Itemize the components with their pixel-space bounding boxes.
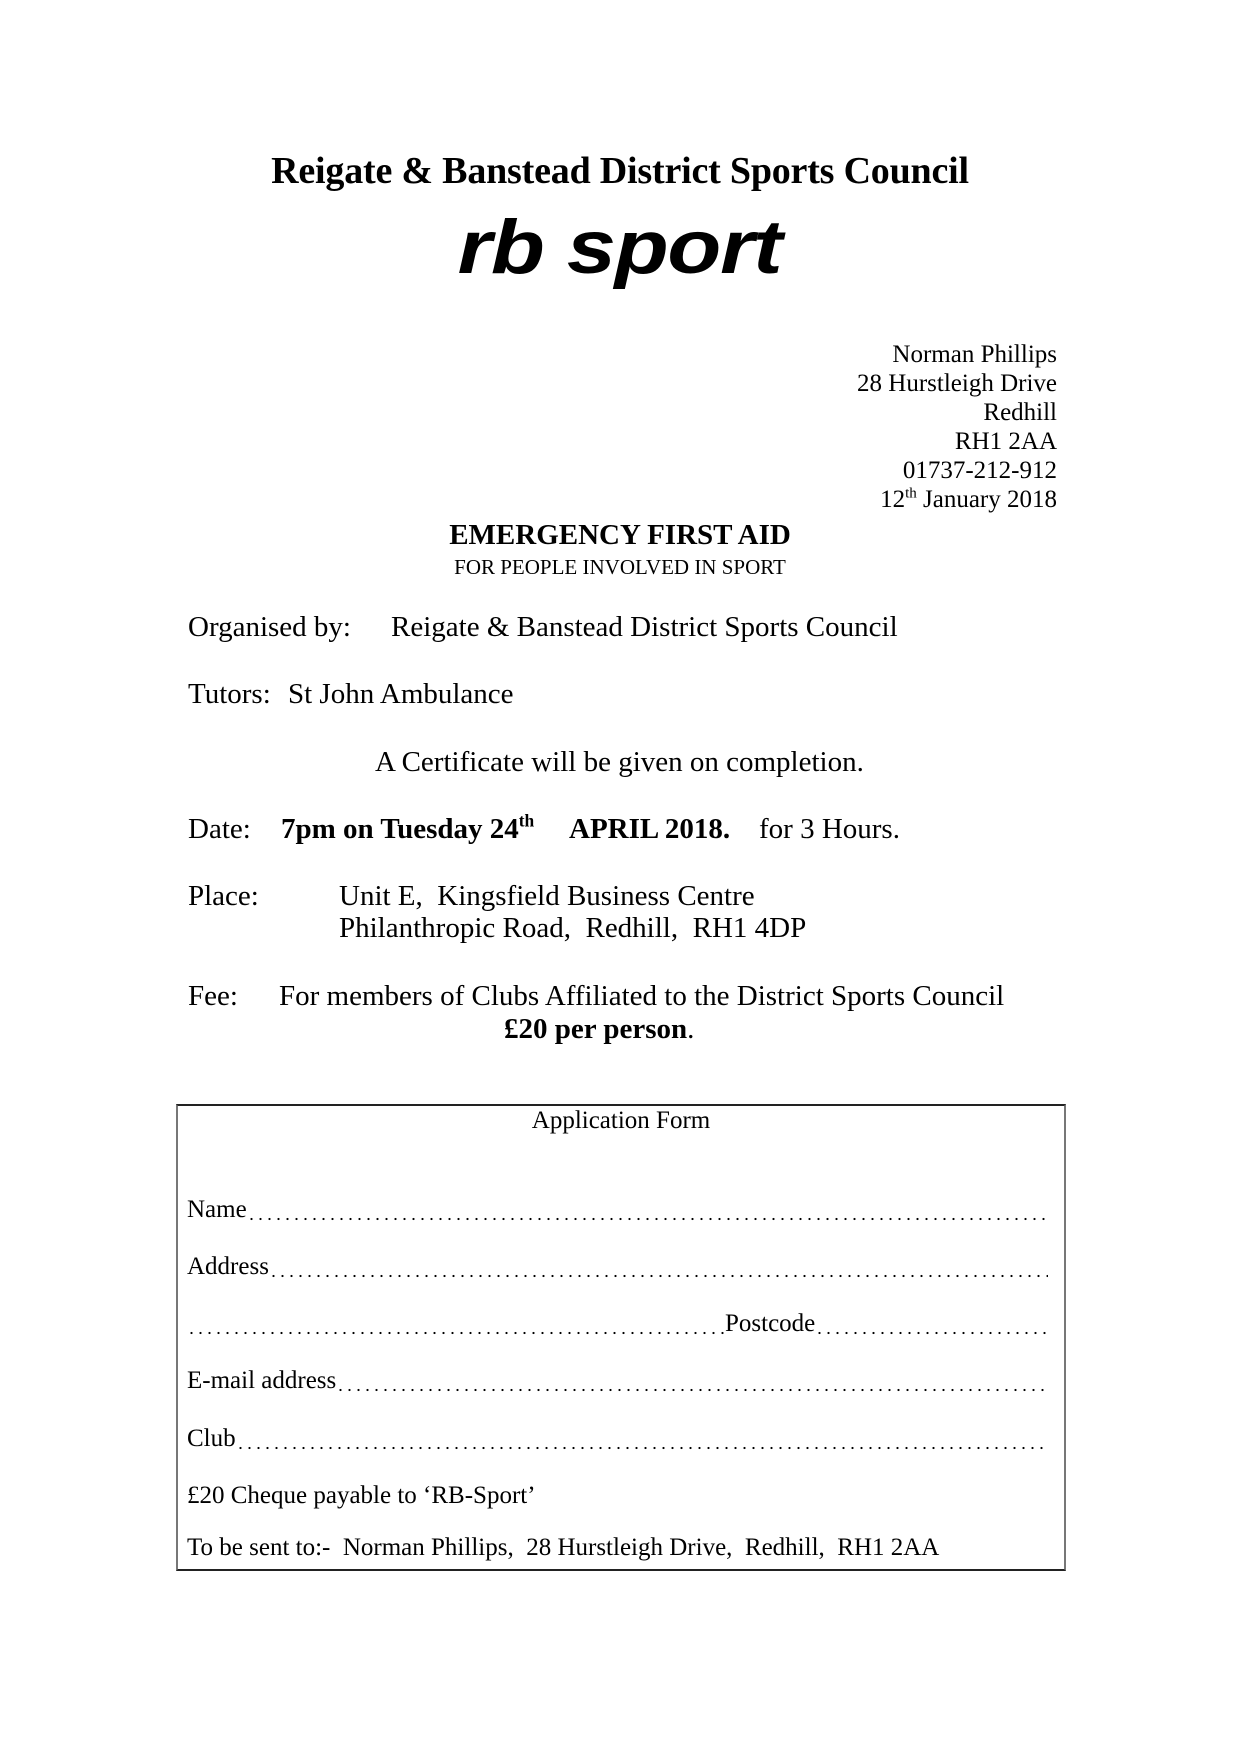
send-to-address: To be sent to:- Norman Phillips, 28 Hurstleigh Drive, Redhill, RH1 2AA bbox=[187, 1534, 940, 1561]
organised-by-label: Organised by: bbox=[188, 611, 351, 643]
sender-town: Redhill bbox=[983, 399, 1057, 426]
club-label: Club bbox=[187, 1425, 236, 1452]
place-line-2: Philanthropic Road, Redhill, RH1 4DP bbox=[339, 912, 807, 944]
address-line-2-postcode-field[interactable] bbox=[187, 1310, 1048, 1338]
letter-date-rest: January 2018 bbox=[916, 486, 1057, 513]
fee-description: For members of Clubs Affiliated to the District Sports Council bbox=[279, 980, 1005, 1012]
application-form bbox=[176, 1104, 1066, 1571]
sender-postcode: RH1 2AA bbox=[954, 428, 1057, 455]
application-form-title: Application Form bbox=[531, 1107, 711, 1134]
date-label: Date: bbox=[188, 813, 251, 845]
email-field[interactable] bbox=[187, 1367, 1048, 1395]
course-duration: for 3 Hours. bbox=[759, 813, 900, 845]
organisation-header: Reigate & Banstead District Sports Council bbox=[271, 150, 969, 192]
club-dotted-line[interactable] bbox=[236, 1425, 1048, 1453]
course-date-suffix: th bbox=[518, 810, 535, 831]
tutors-value: St John Ambulance bbox=[288, 678, 514, 710]
email-dotted-line[interactable] bbox=[336, 1367, 1048, 1395]
name-label: Name bbox=[187, 1196, 247, 1223]
letter-date bbox=[857, 485, 1057, 514]
name-dotted-line[interactable] bbox=[247, 1196, 1048, 1224]
sender-address-block bbox=[857, 340, 1057, 514]
course-date-month-year: APRIL 2018. bbox=[569, 813, 731, 845]
course-date-time bbox=[281, 810, 535, 845]
address-line-2-dotted-line[interactable] bbox=[187, 1310, 725, 1338]
logo-text: rb sport bbox=[458, 205, 782, 290]
tutors-label: Tutors: bbox=[188, 678, 271, 710]
cheque-note: £20 Cheque payable to ‘RB-Sport’ bbox=[187, 1482, 536, 1509]
letter-date-day: 12 bbox=[880, 486, 906, 513]
postcode-label: Postcode bbox=[725, 1310, 816, 1337]
fee-amount-value: £20 per person bbox=[504, 1013, 688, 1045]
postcode-dotted-line[interactable] bbox=[815, 1310, 1048, 1338]
address-label: Address bbox=[187, 1253, 269, 1280]
address-field[interactable] bbox=[187, 1253, 1048, 1281]
place-line-1: Unit E, Kingsfield Business Centre bbox=[339, 880, 755, 912]
sender-name: Norman Phillips bbox=[892, 341, 1057, 368]
organised-by-value: Reigate & Banstead District Sports Council bbox=[391, 611, 898, 643]
place-label: Place: bbox=[188, 880, 259, 912]
email-label: E-mail address bbox=[187, 1367, 337, 1394]
letter-date-suffix: th bbox=[905, 485, 917, 502]
club-field[interactable] bbox=[187, 1425, 1048, 1453]
sender-phone: 01737-212-912 bbox=[902, 457, 1057, 484]
sender-street: 28 Hurstleigh Drive bbox=[857, 370, 1057, 397]
address-dotted-line[interactable] bbox=[269, 1253, 1048, 1281]
name-field[interactable] bbox=[187, 1196, 1048, 1224]
certificate-note: A Certificate will be given on completion. bbox=[375, 746, 864, 778]
course-date-day: 7pm on Tuesday 24 bbox=[281, 813, 519, 845]
fee-label: Fee: bbox=[188, 980, 238, 1012]
fee-amount-period: . bbox=[687, 1013, 695, 1045]
course-title: EMERGENCY FIRST AID bbox=[449, 519, 791, 551]
course-subtitle: FOR PEOPLE INVOLVED IN SPORT bbox=[454, 555, 786, 579]
fee-amount bbox=[504, 1013, 694, 1045]
rb-sport-logo bbox=[0, 205, 1240, 309]
